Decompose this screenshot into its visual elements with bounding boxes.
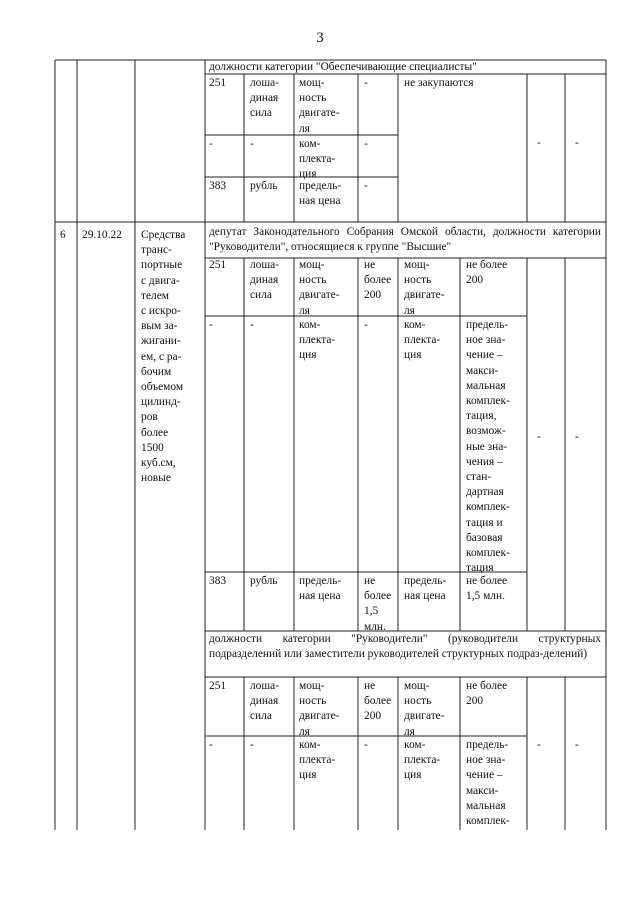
cont-kit-code: - <box>209 138 213 150</box>
g1-power-code: 251 <box>209 259 227 271</box>
g1-power-val2: не более 200 <box>466 259 508 287</box>
g2-power-code: 251 <box>209 680 227 692</box>
g1-price-char2: предель- ная цена <box>404 575 447 603</box>
g2-power-char2: мощ- ность двигате- ля <box>404 680 445 738</box>
g1-kit-val2: предель- ное зна- чение – макси- мальная комплек- тация, возмож- ные зна- чения – стан- дартная комплек- тация и базовая комплек- тация <box>466 319 510 575</box>
group1-header: депутат Законодательного Собрания Омской области, должности категории "Руководители", относящиеся к группе "Высшие" <box>209 226 601 254</box>
g1-price-char: предель- ная цена <box>299 575 342 603</box>
g2-kit-val: - <box>364 739 368 751</box>
cont-power-code: 251 <box>209 77 227 89</box>
entry-number: 6 <box>60 229 66 241</box>
cont-price-unit: рубль <box>250 180 278 192</box>
group2-header: должности категории "Руководители" (руководители структурных подразделений или заместители руководителей структурных подраз-делений) <box>209 633 601 661</box>
g1-price-unit: рубль <box>250 575 278 587</box>
g2-dash-b: - <box>575 739 579 751</box>
cont-dash-b: - <box>575 137 579 149</box>
g2-power-val: не более 200 <box>364 680 392 723</box>
cont-price-code: 383 <box>209 180 227 192</box>
entry-name: Средства транс- портные с двига- телем с искро- вым за- жигани- ем, с ра- бочим объемом цилинд- ров более 1500 куб.см, новые <box>141 229 186 485</box>
cont-kit-val: - <box>364 138 368 150</box>
g1-dash-a: - <box>537 431 541 443</box>
g2-dash-a: - <box>537 739 541 751</box>
g2-kit-val2: предель- ное зна- чение – макси- мальная комплек- <box>466 739 510 828</box>
g1-power-char: мощ- ность двигате- ля <box>299 259 340 317</box>
cont-power-val: - <box>364 77 368 89</box>
g2-kit-char2: ком- плекта- ция <box>404 739 441 782</box>
g2-power-val2: не более 200 <box>466 680 508 708</box>
g1-price-val2: не более 1,5 млн. <box>466 575 508 603</box>
cont-price-val: - <box>364 180 368 192</box>
cont-header: должности категории "Обеспечивающие специалисты" <box>209 61 477 73</box>
g2-kit-char: ком- плекта- ция <box>299 739 336 782</box>
g1-kit-val: - <box>364 319 368 331</box>
g1-kit-unit: - <box>250 319 254 331</box>
cont-dash-a: - <box>537 137 541 149</box>
cont-price-char: предель- ная цена <box>299 180 342 208</box>
entry-date: 29.10.22 <box>82 229 122 241</box>
g1-power-val: не более 200 <box>364 259 392 302</box>
g2-kit-code: - <box>209 739 213 751</box>
g1-power-char2: мощ- ность двигате- ля <box>404 259 445 317</box>
g1-price-code: 383 <box>209 575 227 587</box>
cont-kit-char: ком- плекта- ция <box>299 138 336 181</box>
g1-price-val: не более 1,5 млн. <box>364 575 392 633</box>
cont-kit-unit: - <box>250 138 254 150</box>
g1-power-unit: лоша- диная сила <box>250 259 279 302</box>
g1-kit-char: ком- плекта- ция <box>299 319 336 362</box>
g1-kit-code: - <box>209 319 213 331</box>
cont-power-char: мощ- ность двигате- ля <box>299 77 340 135</box>
g1-kit-char2: ком- плекта- ция <box>404 319 441 362</box>
g2-kit-unit: - <box>250 739 254 751</box>
g2-power-char: мощ- ность двигате- ля <box>299 680 340 738</box>
g1-dash-b: - <box>575 431 579 443</box>
cont-power-unit: лоша- диная сила <box>250 77 279 120</box>
g2-power-unit: лоша- диная сила <box>250 680 279 723</box>
page-number: 3 <box>316 30 324 46</box>
cont-power-note: не закупаются <box>404 77 474 89</box>
